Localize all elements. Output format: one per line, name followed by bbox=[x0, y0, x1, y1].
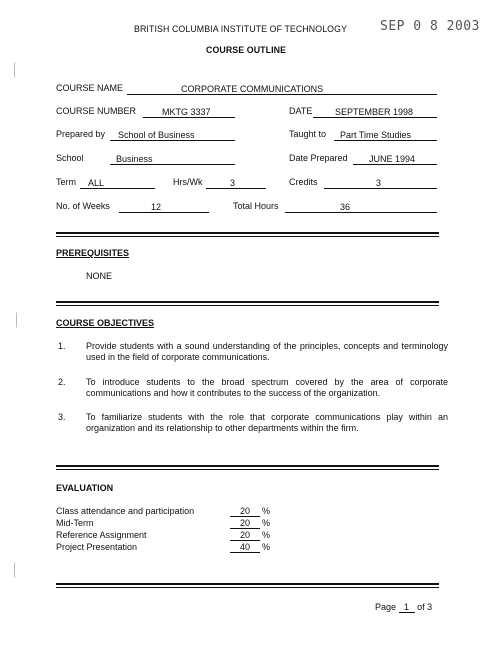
school-label: School bbox=[56, 153, 84, 163]
course-number-value: MKTG 3337 bbox=[162, 107, 211, 117]
taught-to-value: Part Time Studies bbox=[340, 130, 412, 140]
prerequisites-value: NONE bbox=[86, 271, 113, 281]
section-divider bbox=[56, 469, 439, 470]
page-of-label: of bbox=[417, 602, 425, 612]
institution-name: BRITISH COLUMBIA INSTITUTE OF TECHNOLOGY bbox=[134, 24, 348, 34]
section-divider bbox=[56, 583, 439, 585]
hrs-wk-label: Hrs/Wk bbox=[173, 177, 203, 187]
margin-mark bbox=[14, 562, 18, 578]
total-hours-label: Total Hours bbox=[233, 201, 279, 211]
hrs-wk-field bbox=[206, 177, 266, 189]
total-hours-value: 36 bbox=[340, 202, 351, 212]
evaluation-item-unit: % bbox=[262, 530, 271, 540]
margin-mark bbox=[14, 62, 18, 78]
objective-text: To introduce students to the broad spectrum covered by the area of corporate communications and how it contributes to the success of the organization. bbox=[86, 377, 448, 398]
weeks-label: No. of Weeks bbox=[56, 201, 110, 211]
prepared-by-field bbox=[110, 129, 235, 141]
objective-number: 1. bbox=[58, 341, 66, 351]
section-divider bbox=[56, 305, 439, 306]
school-field bbox=[110, 153, 235, 165]
section-divider bbox=[56, 465, 439, 467]
section-divider bbox=[56, 236, 439, 237]
evaluation-item-value: 20 bbox=[230, 506, 260, 517]
course-name-value: CORPORATE COMMUNICATIONS bbox=[181, 84, 324, 94]
page-number: 1 bbox=[399, 602, 415, 613]
section-divider bbox=[56, 232, 439, 234]
evaluation-item-label: Class attendance and participation bbox=[56, 506, 195, 516]
section-divider bbox=[56, 301, 439, 303]
document-title: COURSE OUTLINE bbox=[206, 45, 287, 55]
course-number-field bbox=[143, 106, 235, 118]
school-value: Business bbox=[116, 154, 153, 164]
credits-label: Credits bbox=[289, 177, 318, 187]
credits-field bbox=[324, 177, 437, 189]
weeks-value: 12 bbox=[151, 202, 162, 212]
evaluation-item-unit: % bbox=[262, 542, 271, 552]
hrs-wk-value: 3 bbox=[230, 178, 236, 188]
section-divider bbox=[56, 587, 439, 588]
taught-to-field bbox=[334, 129, 437, 141]
evaluation-item-value: 20 bbox=[230, 530, 260, 541]
received-date-stamp: SEP 0 8 2003 bbox=[380, 19, 480, 34]
page-footer bbox=[375, 602, 432, 613]
weeks-field bbox=[119, 201, 209, 213]
evaluation-item-unit: % bbox=[262, 506, 271, 516]
evaluation-heading: EVALUATION bbox=[56, 483, 114, 493]
evaluation-item-unit: % bbox=[262, 518, 271, 528]
date-label: DATE bbox=[289, 106, 313, 116]
objective-number: 2. bbox=[58, 377, 66, 387]
total-hours-field bbox=[285, 201, 437, 213]
date-prepared-field bbox=[353, 153, 437, 165]
date-prepared-value: JUNE 1994 bbox=[369, 154, 416, 164]
course-number-label: COURSE NUMBER bbox=[56, 106, 137, 116]
evaluation-item-label: Project Presentation bbox=[56, 542, 138, 552]
prepared-by-label: Prepared by bbox=[56, 129, 106, 139]
page-label: Page bbox=[375, 602, 397, 612]
prepared-by-value: School of Business bbox=[118, 130, 195, 140]
evaluation-item-label: Mid-Term bbox=[56, 518, 94, 528]
date-prepared-label: Date Prepared bbox=[289, 153, 348, 163]
term-field bbox=[80, 177, 155, 189]
objective-text: To familiarize students with the role that corporate communications play within an organization and its relationship to other departments within the firm. bbox=[86, 412, 448, 433]
course-name-label: COURSE NAME bbox=[56, 83, 124, 93]
date-field bbox=[313, 106, 437, 118]
evaluation-item-label: Reference Assignment bbox=[56, 530, 147, 540]
credits-value: 3 bbox=[376, 178, 382, 188]
term-label: Term bbox=[56, 177, 76, 187]
evaluation-item-value: 40 bbox=[230, 542, 260, 553]
evaluation-item-value: 20 bbox=[230, 518, 260, 529]
objective-text: Provide students with a sound understanding of the principles, concepts and terminology used in the field of corporate communications. bbox=[86, 341, 448, 362]
course-name-field bbox=[127, 83, 437, 95]
prerequisites-heading: PREREQUISITES bbox=[56, 248, 130, 258]
objectives-heading: COURSE OBJECTIVES bbox=[56, 318, 155, 328]
objective-number: 3. bbox=[58, 412, 66, 422]
page-total: 3 bbox=[427, 602, 433, 612]
term-value: ALL bbox=[88, 178, 105, 188]
date-value: SEPTEMBER 1998 bbox=[335, 107, 414, 117]
margin-mark bbox=[16, 312, 20, 328]
taught-to-label: Taught to bbox=[289, 129, 327, 139]
